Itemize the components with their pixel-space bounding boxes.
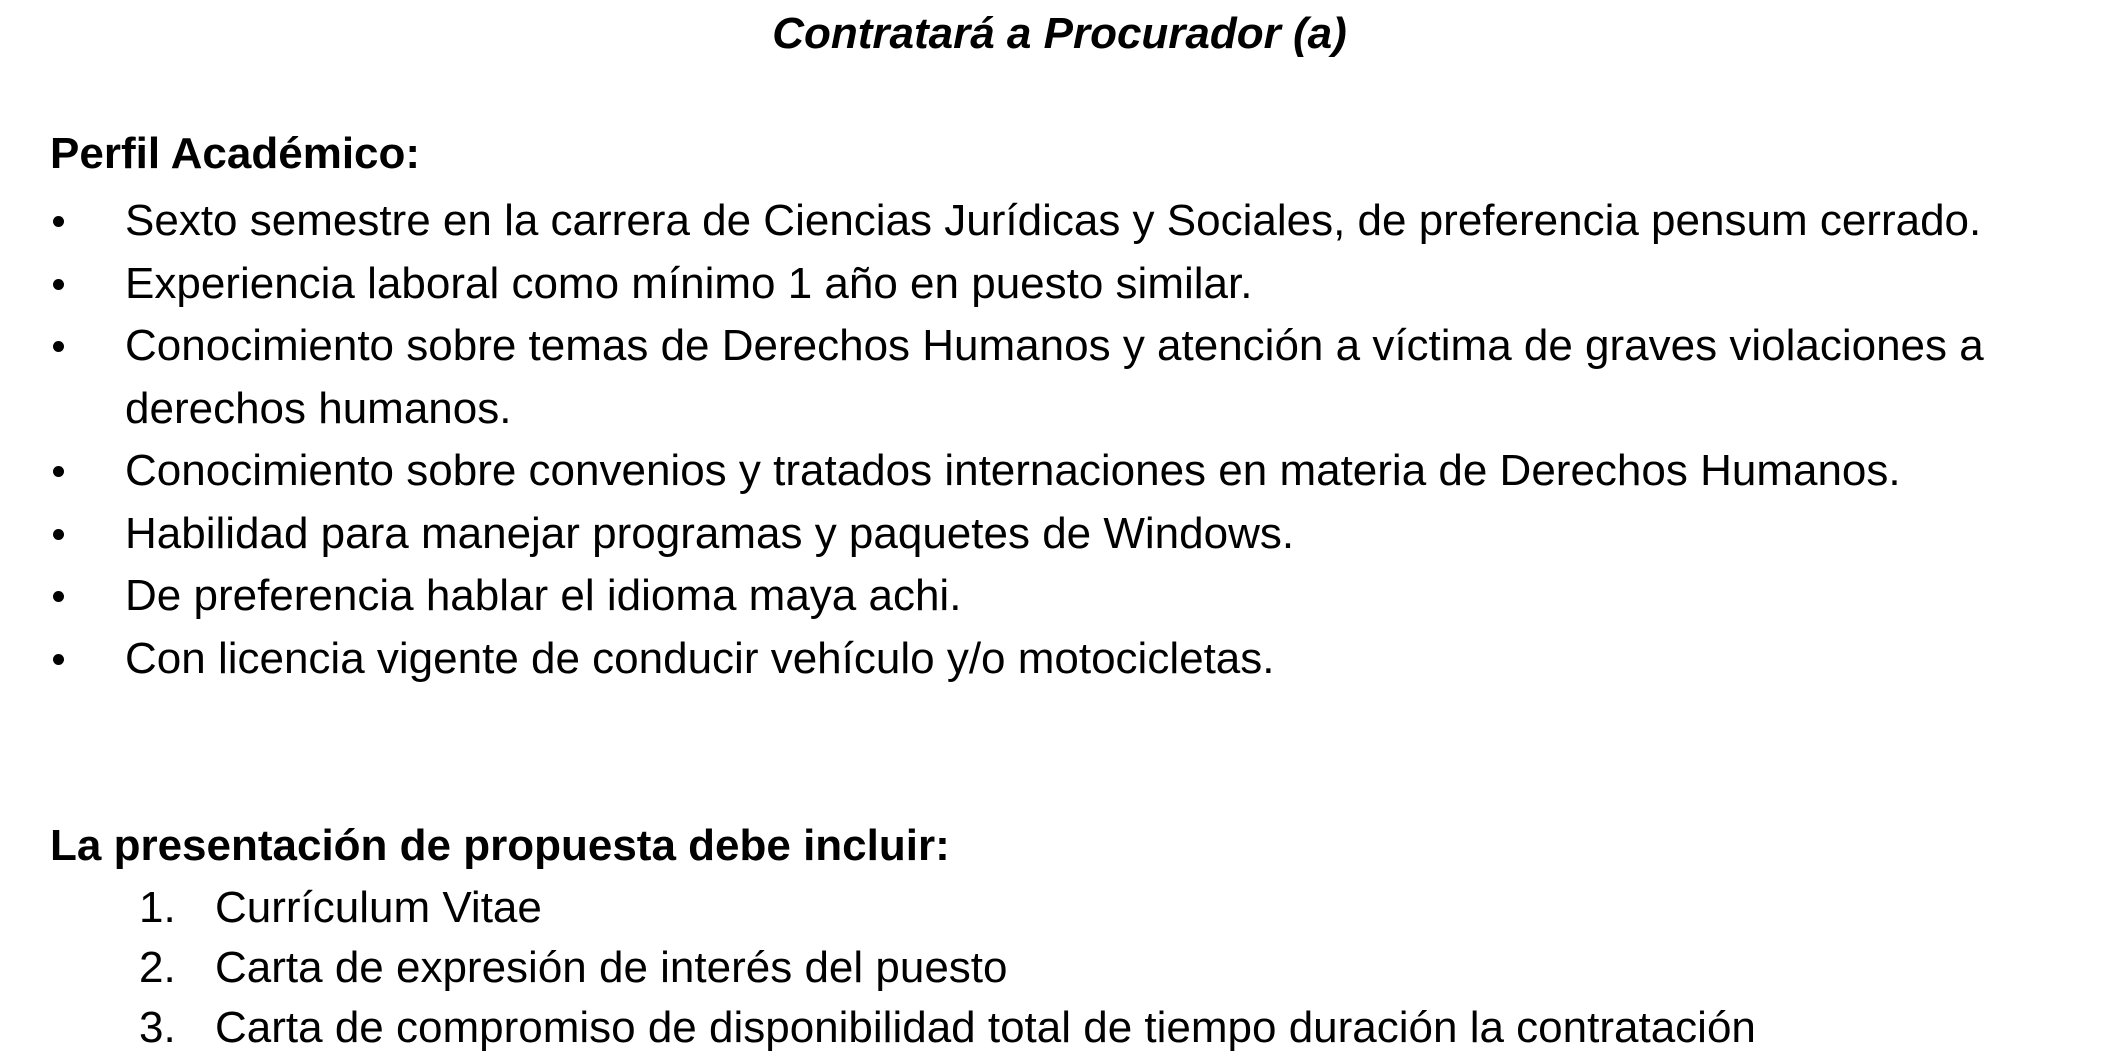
perfil-item-text: Conocimiento sobre convenios y tratados internaciones en materia de Derechos Humanos. [125,446,1901,495]
list-number: 1. [139,883,176,932]
bullet-icon [53,341,64,352]
perfil-item-text: Experiencia laboral como mínimo 1 año en puesto similar. [125,258,1253,308]
perfil-list-item [50,628,2090,691]
perfil-heading: Perfil Académico: [50,129,421,178]
perfil-list-item [50,565,2090,628]
propuesta-heading: La presentación de propuesta debe incluir: [50,821,950,870]
bullet-icon [53,591,64,602]
bullet-icon [53,279,64,290]
perfil-list-item [50,253,2090,316]
bullet-icon [53,216,64,227]
perfil-item-text: De preferencia hablar el idioma maya achi. [125,571,962,620]
perfil-item-text: Conocimiento sobre temas de Derechos Humanos y atención a víctima de graves violaciones a derechos humanos. [125,321,1984,433]
perfil-list-item [50,190,2090,253]
perfil-list-item [50,315,2090,440]
perfil-list-item [50,503,2090,566]
list-number: 3. [139,1003,176,1052]
propuesta-list-item [135,938,1756,998]
propuesta-item-text: Carta de compromiso de disponibilidad total de tiempo duración la contratación [215,1003,1756,1052]
perfil-list [50,190,2090,690]
perfil-list-item [50,440,2090,503]
propuesta-list [135,878,1756,1058]
perfil-item-text: Sexto semestre en la carrera de Ciencias Jurídicas y Sociales, de preferencia pensum cerrado. [125,196,1982,245]
perfil-item-text: Habilidad para manejar programas y paquetes de Windows. [125,508,1295,558]
bullet-icon [53,654,64,665]
perfil-item-text: Con licencia vigente de conducir vehículo y/o motocicletas. [125,633,1275,683]
list-number: 2. [139,943,176,992]
bullet-icon [53,529,64,540]
propuesta-list-item [135,998,1756,1058]
propuesta-list-item [135,878,1756,938]
bullet-icon [53,466,64,477]
propuesta-item-text: Currículum Vitae [215,883,542,932]
propuesta-item-text: Carta de expresión de interés del puesto [215,943,1008,992]
document-title: Contratará a Procurador (a) [772,9,1347,58]
